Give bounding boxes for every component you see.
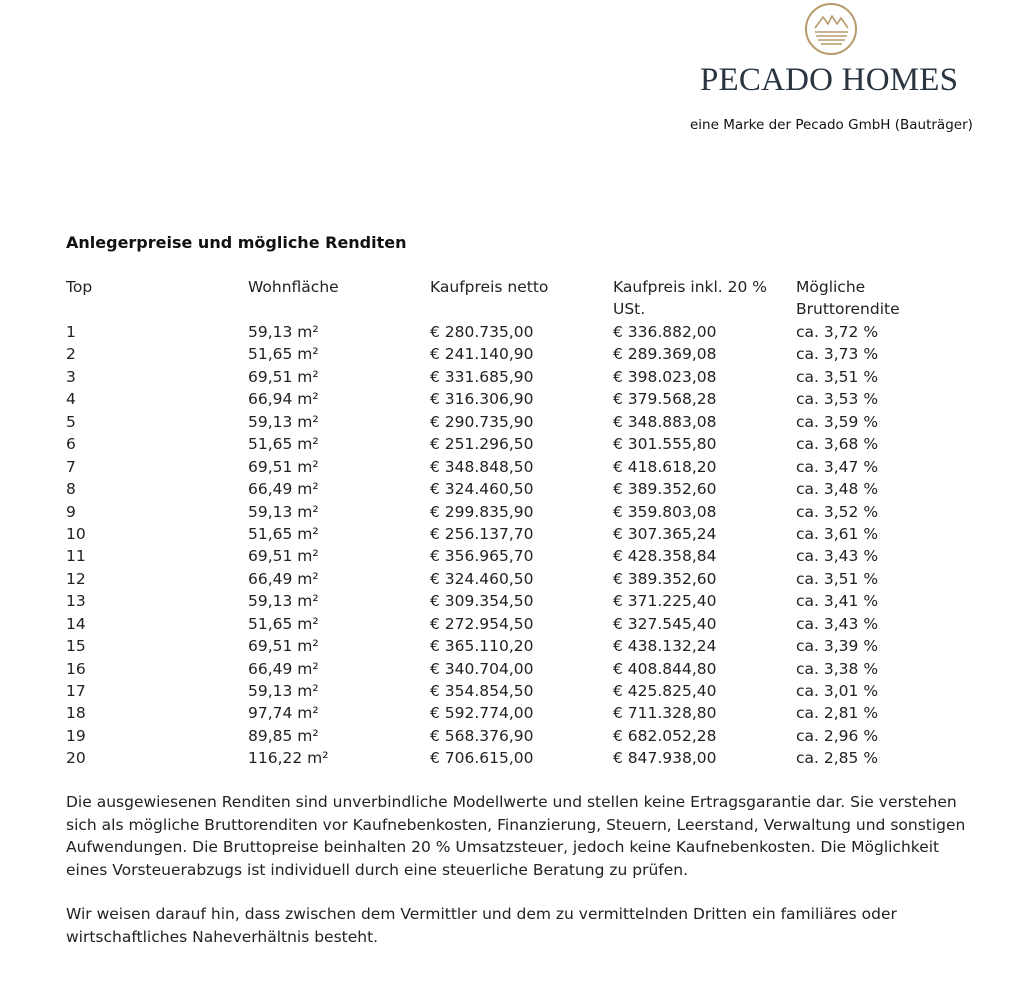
cell-top: 1 bbox=[66, 323, 76, 341]
cell-gross-price: € 359.803,08 bbox=[613, 502, 717, 521]
cell-top: 13 bbox=[66, 592, 86, 611]
cell-top: 8 bbox=[66, 480, 76, 499]
cell-top: 16 bbox=[66, 659, 86, 678]
cell-area: 69,51 m² bbox=[248, 367, 319, 386]
cell-top: 14 bbox=[66, 614, 86, 633]
cell-top: 5 bbox=[66, 412, 76, 431]
cell-yield: ca. 3,43 % bbox=[796, 614, 879, 633]
cell-area: 116,22 m² bbox=[248, 749, 329, 768]
cell-yield: ca. 3,59 % bbox=[796, 412, 879, 431]
cell-yield: ca. 3,39 % bbox=[796, 637, 879, 656]
price-table bbox=[66, 276, 946, 770]
cell-net-price: € 316.306,90 bbox=[430, 390, 534, 409]
table-row bbox=[66, 680, 946, 702]
cell-net-price: € 290.735,90 bbox=[430, 412, 534, 431]
cell-gross-price: € 418.618,20 bbox=[613, 457, 717, 476]
cell-yield: ca. 3,73 % bbox=[796, 345, 879, 364]
table-row bbox=[66, 568, 946, 590]
cell-top: 7 bbox=[66, 457, 76, 476]
cell-gross-price: € 371.225,40 bbox=[613, 592, 717, 611]
cell-top: 10 bbox=[66, 524, 86, 543]
cell-gross-price: € 438.132,24 bbox=[613, 637, 717, 656]
table-row bbox=[66, 747, 946, 769]
cell-net-price: € 348.848,50 bbox=[430, 457, 534, 476]
table-row bbox=[66, 433, 946, 455]
brand-tagline: eine Marke der Pecado GmbH (Bauträger) bbox=[690, 117, 973, 133]
cell-area: 59,13 m² bbox=[248, 592, 319, 611]
section-title: Anlegerpreise und mögliche Renditen bbox=[66, 233, 407, 252]
cell-gross-price: € 425.825,40 bbox=[613, 682, 717, 700]
cell-top: 19 bbox=[66, 726, 86, 745]
table-row bbox=[66, 702, 946, 724]
cell-area: 59,13 m² bbox=[248, 323, 319, 341]
cell-net-price: € 356.965,70 bbox=[430, 547, 534, 566]
cell-yield: ca. 2,96 % bbox=[796, 726, 879, 745]
table-row bbox=[66, 523, 946, 545]
cell-yield: ca. 3,52 % bbox=[796, 502, 879, 521]
cell-area: 51,65 m² bbox=[248, 435, 319, 454]
table-row bbox=[66, 456, 946, 478]
cell-top: 15 bbox=[66, 637, 86, 656]
notes bbox=[66, 791, 966, 949]
mountain-logo-icon bbox=[804, 2, 858, 56]
cell-area: 51,65 m² bbox=[248, 345, 319, 364]
cell-gross-price: € 389.352,60 bbox=[613, 480, 717, 499]
cell-gross-price: € 289.369,08 bbox=[613, 345, 717, 364]
table-row bbox=[66, 725, 946, 747]
disclaimer-text: Die ausgewiesenen Renditen sind unverbindliche Modellwerte und stellen keine Ertragsgarantie dar. Sie verstehen sich als mögliche Bruttorenditen vor Kaufnebenkosten, Finanzierung, Steuern, Leerstand, Verwaltung und sonstigen Aufwendungen. Die Bruttopreise beinhalten 20 % Umsatzsteuer, jedoch keine Kaufnebenkosten. Die Möglichkeit eines Vorsteuerabzugs ist individuell durch eine steuerliche Beratung zu prüfen. bbox=[66, 793, 966, 879]
cell-gross-price: € 336.882,00 bbox=[613, 323, 717, 341]
cell-net-price: € 365.110,20 bbox=[430, 637, 534, 656]
cell-yield: ca. 3,48 % bbox=[796, 480, 879, 499]
table-row bbox=[66, 411, 946, 433]
cell-top: 6 bbox=[66, 435, 76, 454]
cell-net-price: € 331.685,90 bbox=[430, 367, 534, 386]
cell-gross-price: € 682.052,28 bbox=[613, 726, 717, 745]
table-row bbox=[66, 366, 946, 388]
table-row bbox=[66, 388, 946, 410]
cell-yield: ca. 3,51 % bbox=[796, 569, 879, 588]
cell-area: 89,85 m² bbox=[248, 726, 319, 745]
brand-name: PECADO HOMES bbox=[700, 62, 959, 98]
cell-area: 97,74 m² bbox=[248, 704, 319, 723]
cell-top: 9 bbox=[66, 502, 76, 521]
cell-area: 66,49 m² bbox=[248, 659, 319, 678]
cell-area: 59,13 m² bbox=[248, 412, 319, 431]
cell-area: 59,13 m² bbox=[248, 502, 319, 521]
cell-gross-price: € 398.023,08 bbox=[613, 367, 717, 386]
cell-top: 12 bbox=[66, 569, 86, 588]
cell-top: 18 bbox=[66, 704, 86, 723]
table-row bbox=[66, 343, 946, 365]
cell-gross-price: € 711.328,80 bbox=[613, 704, 717, 723]
cell-area: 66,49 m² bbox=[248, 569, 319, 588]
cell-area: 51,65 m² bbox=[248, 524, 319, 543]
cell-net-price: € 354.854,50 bbox=[430, 682, 534, 700]
cell-gross-price: € 327.545,40 bbox=[613, 614, 717, 633]
cell-yield: ca. 2,81 % bbox=[796, 704, 879, 723]
cell-net-price: € 324.460,50 bbox=[430, 480, 534, 499]
cell-yield: ca. 2,85 % bbox=[796, 749, 879, 768]
cell-gross-price: € 847.938,00 bbox=[613, 749, 717, 768]
table-row bbox=[66, 321, 946, 343]
cell-gross-price: € 389.352,60 bbox=[613, 569, 717, 588]
cell-gross-price: € 428.358,84 bbox=[613, 547, 717, 566]
cell-net-price: € 340.704,00 bbox=[430, 659, 534, 678]
cell-top: 11 bbox=[66, 547, 86, 566]
cell-net-price: € 280.735,00 bbox=[430, 323, 534, 341]
cell-net-price: € 592.774,00 bbox=[430, 704, 534, 723]
cell-top: 17 bbox=[66, 682, 86, 700]
cell-net-price: € 272.954,50 bbox=[430, 614, 534, 633]
cell-yield: ca. 3,68 % bbox=[796, 435, 879, 454]
header-gross-price: Kaufpreis inkl. 20 % USt. bbox=[613, 278, 768, 318]
cell-area: 66,94 m² bbox=[248, 390, 319, 409]
cell-net-price: € 309.354,50 bbox=[430, 592, 534, 611]
cell-net-price: € 706.615,00 bbox=[430, 749, 534, 768]
cell-gross-price: € 301.555,80 bbox=[613, 435, 717, 454]
cell-area: 59,13 m² bbox=[248, 682, 319, 700]
table-body bbox=[66, 321, 946, 770]
cell-net-price: € 568.376,90 bbox=[430, 726, 534, 745]
table-row bbox=[66, 635, 946, 657]
cell-net-price: € 256.137,70 bbox=[430, 524, 534, 543]
cell-yield: ca. 3,61 % bbox=[796, 524, 879, 543]
cell-yield: ca. 3,43 % bbox=[796, 547, 879, 566]
table-row bbox=[66, 501, 946, 523]
cell-net-price: € 251.296,50 bbox=[430, 435, 534, 454]
cell-yield: ca. 3,47 % bbox=[796, 457, 879, 476]
table-row bbox=[66, 545, 946, 567]
cell-yield: ca. 3,41 % bbox=[796, 592, 879, 611]
cell-yield: ca. 3,53 % bbox=[796, 390, 879, 409]
header-area: Wohnfläche bbox=[248, 278, 339, 296]
table-header bbox=[66, 276, 946, 321]
table-row bbox=[66, 658, 946, 680]
cell-gross-price: € 408.844,80 bbox=[613, 659, 717, 678]
table-row bbox=[66, 590, 946, 612]
table-row bbox=[66, 613, 946, 635]
cell-area: 66,49 m² bbox=[248, 480, 319, 499]
header-net-price: Kaufpreis netto bbox=[430, 278, 549, 296]
cell-yield: ca. 3,38 % bbox=[796, 659, 879, 678]
cell-area: 69,51 m² bbox=[248, 637, 319, 656]
cell-area: 69,51 m² bbox=[248, 457, 319, 476]
cell-top: 2 bbox=[66, 345, 76, 364]
relationship-notice: Wir weisen darauf hin, dass zwischen dem Vermittler und dem zu vermittelnden Dritten ein familiäres oder wirtschaftliches Naheverhältnis besteht. bbox=[66, 905, 897, 946]
cell-yield: ca. 3,72 % bbox=[796, 323, 879, 341]
header-top: Top bbox=[66, 278, 93, 296]
cell-area: 69,51 m² bbox=[248, 547, 319, 566]
cell-top: 20 bbox=[66, 749, 86, 768]
cell-area: 51,65 m² bbox=[248, 614, 319, 633]
cell-net-price: € 299.835,90 bbox=[430, 502, 534, 521]
cell-gross-price: € 348.883,08 bbox=[613, 412, 717, 431]
cell-net-price: € 241.140,90 bbox=[430, 345, 534, 364]
cell-gross-price: € 307.365,24 bbox=[613, 524, 717, 543]
header-yield: Mögliche Bruttorendite bbox=[796, 278, 900, 318]
table-row bbox=[66, 478, 946, 500]
cell-net-price: € 324.460,50 bbox=[430, 569, 534, 588]
cell-gross-price: € 379.568,28 bbox=[613, 390, 717, 409]
cell-yield: ca. 3,51 % bbox=[796, 367, 879, 386]
cell-top: 4 bbox=[66, 390, 76, 409]
cell-top: 3 bbox=[66, 367, 76, 386]
cell-yield: ca. 3,01 % bbox=[796, 682, 879, 700]
